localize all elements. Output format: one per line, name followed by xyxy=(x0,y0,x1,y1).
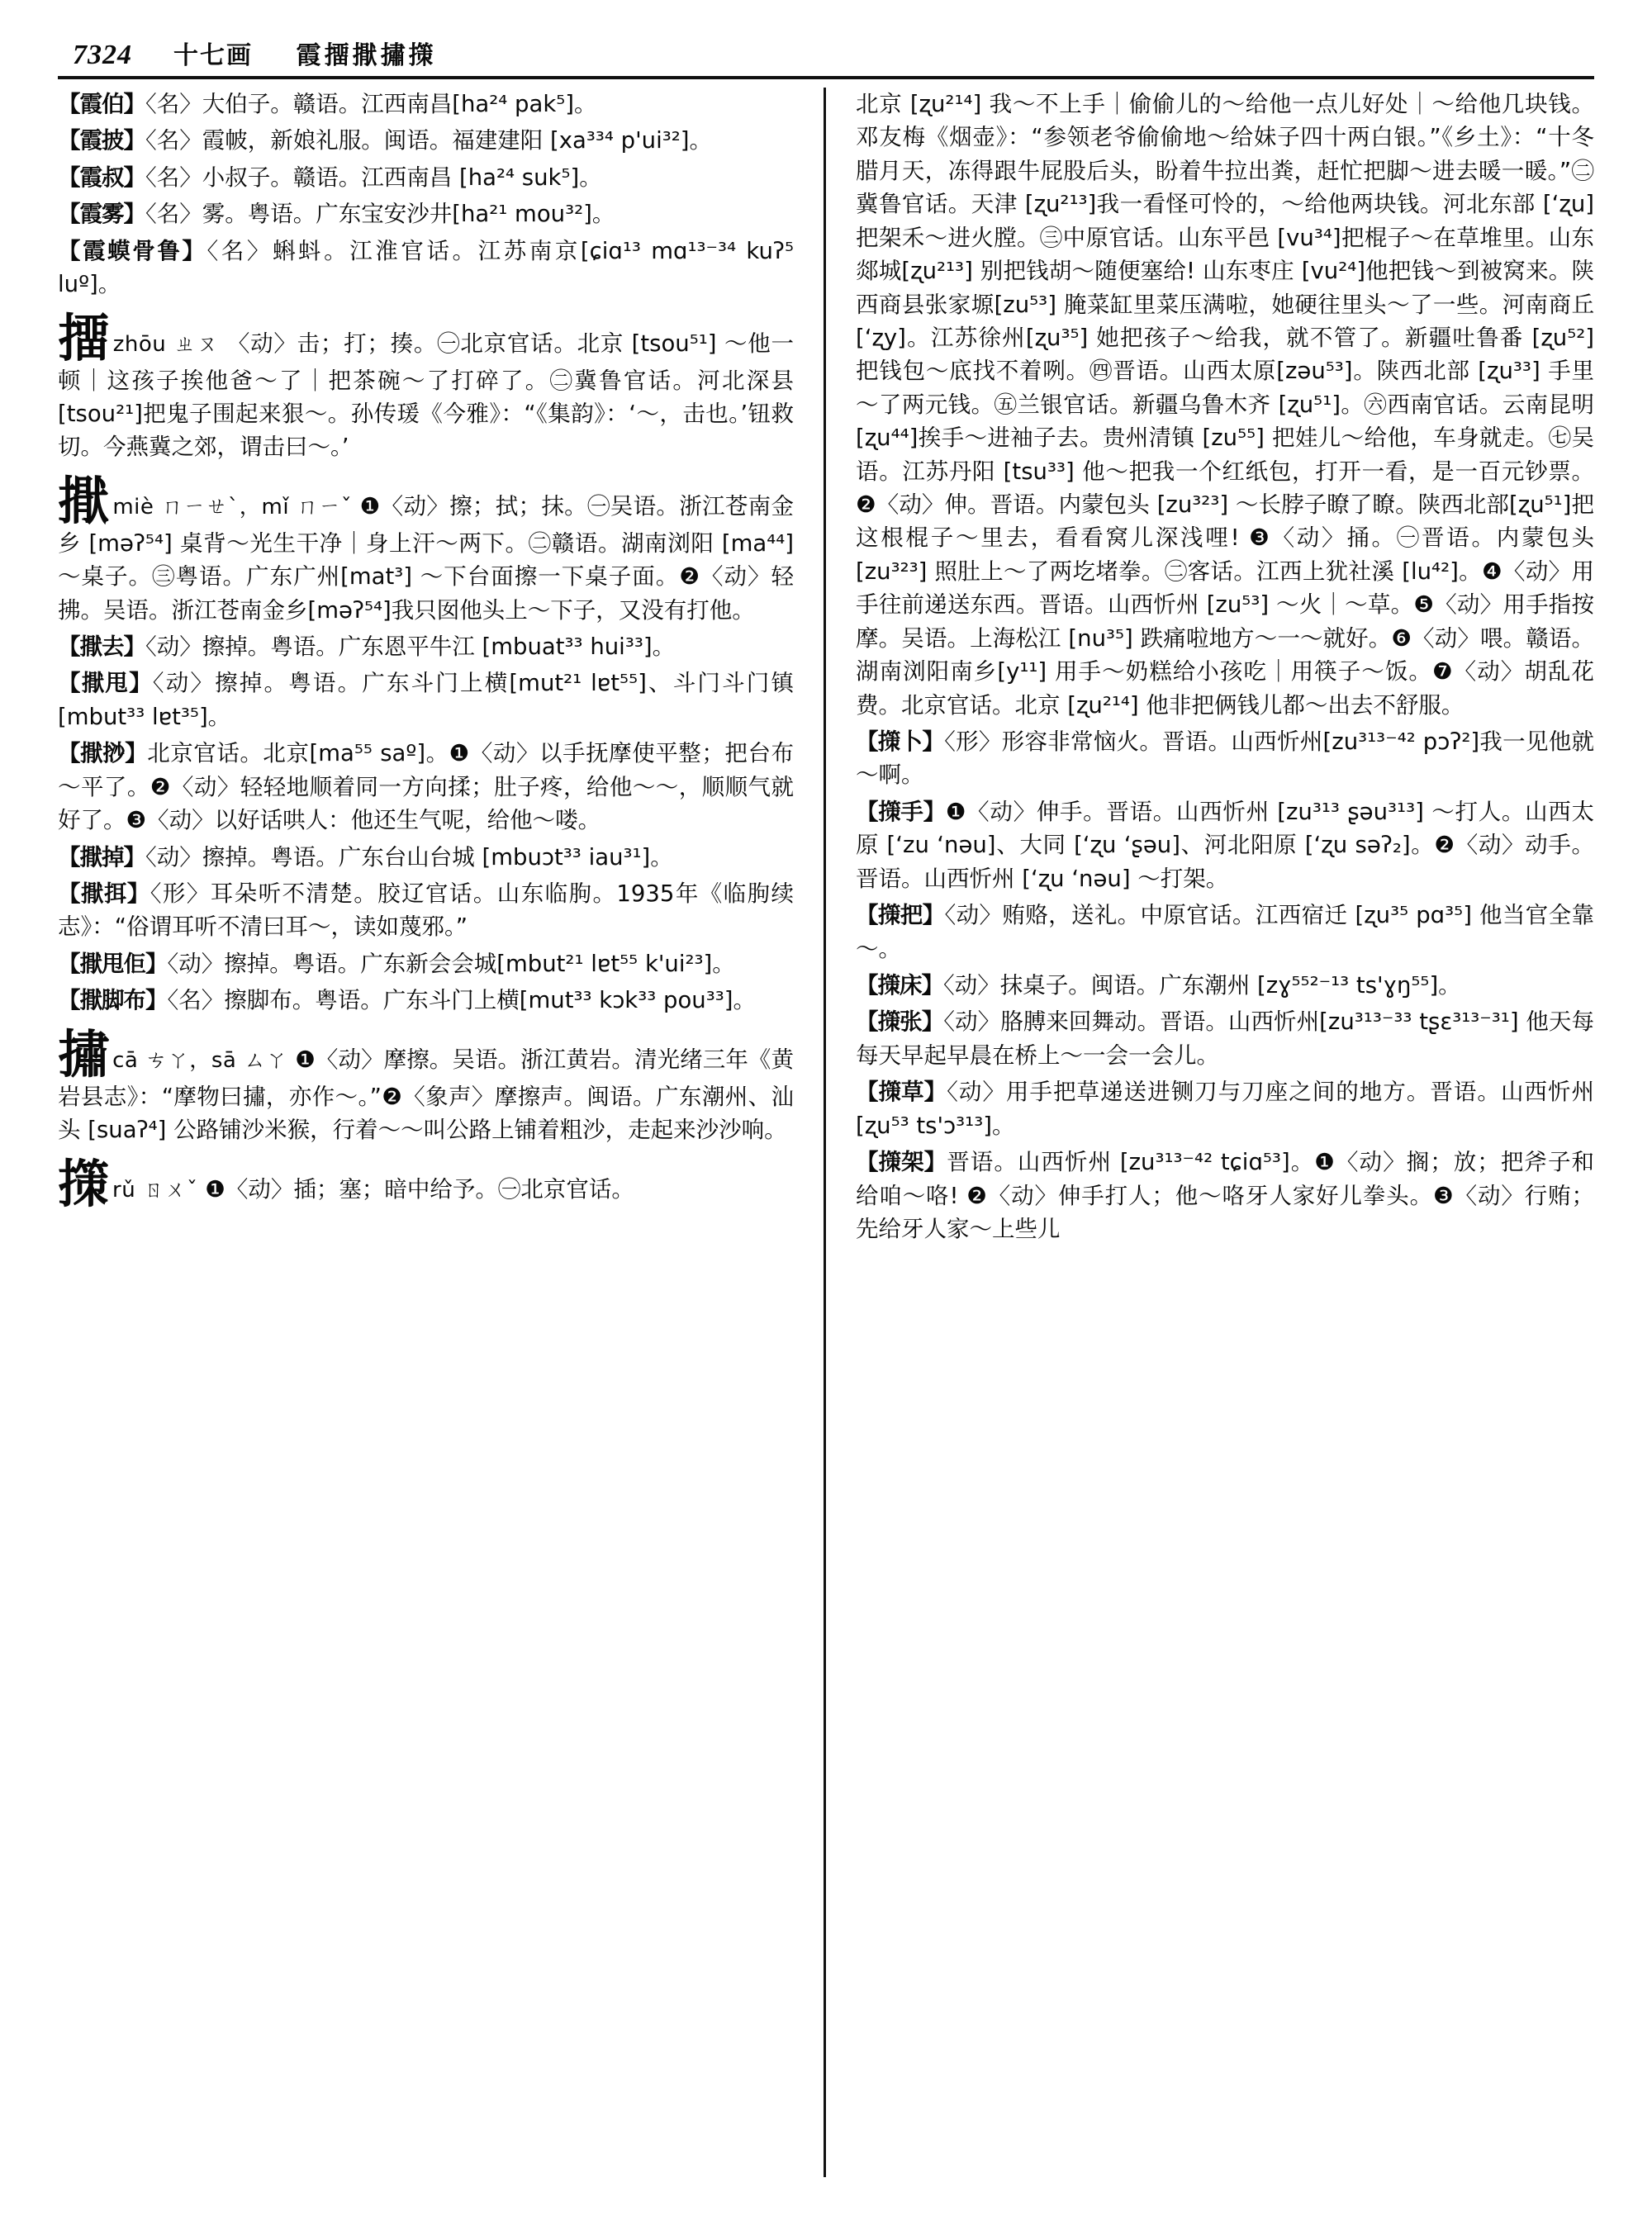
entry-headword: 【㩍张】 xyxy=(856,1008,944,1036)
running-head xyxy=(173,35,436,71)
entry-definition: 北京官话。北京[ma⁵⁵ saº]。❶〈动〉以手抚摩使平整；把台布～平了。❷〈动〉轻轻地顺着同一方向揉；肚子疼，给他～～，顺顺气就好了。❸〈动〉以好话哄人：他还生气呢，给他～喽。 xyxy=(58,740,794,834)
entry-definition: ❶〈动〉擦；拭；抹。㊀吴语。浙江苍南金乡 [məʔ⁵⁴] 桌背～光生干净｜身上汗～两下。㊁赣语。湖南浏阳 [ma⁴⁴] ～桌子。㊂粤语。广东广州[mat³] ～下台面擦一下桌子面。❷〈动〉轻拂。吴语。浙江苍南金乡[məʔ⁵⁴]我只囡他头上～下子，又没有打他。 xyxy=(58,492,794,624)
dictionary-entry xyxy=(856,88,1594,722)
dictionary-entry xyxy=(856,1146,1594,1245)
entry-definition: ❶〈动〉插；塞；暗中给予。㊀北京官话。 xyxy=(205,1175,634,1203)
head-character: 㩅 xyxy=(58,307,110,368)
dictionary-entry xyxy=(58,161,794,194)
entry-headword: 【霞伯】 xyxy=(58,91,145,117)
dictionary-head-entry xyxy=(58,1023,794,1147)
dictionary-entry xyxy=(58,877,794,944)
page-header xyxy=(58,23,1594,71)
entry-headword: 【㩍手】 xyxy=(856,798,946,825)
dictionary-entry xyxy=(58,737,794,837)
entry-definition: 〈形〉耳朵听不清楚。胶辽官话。山东临朐。1935年《临朐续志》：“俗谓耳听不清曰耳～，读如蔑邪。” xyxy=(58,880,795,941)
pronunciation-label: miè ㄇㄧㄝˋ，mǐ ㄇㄧˇ xyxy=(112,494,353,520)
entry-headword: 【㩎甩佢】 xyxy=(58,950,168,977)
dictionary-entry xyxy=(58,630,794,663)
dictionary-entry xyxy=(856,795,1594,895)
dictionary-entry xyxy=(58,197,794,230)
entry-definition: 〈名〉大伯子。赣语。江西南昌[ha²⁴ pak⁵]。 xyxy=(145,91,597,117)
dictionary-entry xyxy=(856,969,1594,1002)
dictionary-head-entry xyxy=(58,1153,794,1214)
entry-definition: 〈名〉霞帔，新娘礼服。闽语。福建建阳 [xa³³⁴ p'ui³²]。 xyxy=(145,127,713,154)
dictionary-entry xyxy=(58,235,794,301)
entry-definition: ❶〈动〉伸手。晋语。山西忻州 [zu³¹³ ʂəu³¹³] ～打人。山西太原 [ʻzu ʻnəu]、大同 [ʻʐu ʻʂəu]、河北阳原 [ʻʐu səʔ₂]。❷〈动〉动手。晋语。山西忻州 [ʻʐu ʻnəu] ～打架。 xyxy=(856,798,1594,892)
entry-headword: 【㩍把】 xyxy=(856,902,945,929)
dictionary-entry xyxy=(856,899,1594,966)
folio-number: 7324 xyxy=(73,40,132,70)
entry-definition: 〈名〉雾。粤语。广东宝安沙井[ha²¹ mou³²]。 xyxy=(145,201,615,228)
entry-definition: 北京 [ʐu²¹⁴] 我～不上手｜偷偷儿的～给他一点儿好处｜～给他几块钱。邓友梅《烟壶》：“参领老爷偷偷地～给妹子四十两白银。”《乡土》：“十冬腊月天，冻得跟牛屁股后头，盼着牛拉出粪，赶忙把脚～进去暖一暖。”㊁冀鲁官话。天津 [ʐu²¹³]我一看怪可怜的，～给他两块钱。河北东部 [ʻʐu] 把架禾～进火膛。㊂中原官话。山东平邑 [vu³⁴]把棍子～在草堆里。山东郯城[ʐu²¹³] 别把钱胡～随便塞给! 山东枣庄 [vu²⁴]他把钱～到被窝来。陕西商县张家塬[zu⁵³] 腌菜缸里菜压满啦，她硬往里头～了一些。河南商丘 [ʻʐy]。江苏徐州[ʐu³⁵] 她把孩子～给我，就不管了。新疆吐鲁番 [ʐu⁵²] 把钱包～底找不着咧。㊃晋语。山西太原[zəu⁵³]。陕西北部 [ʐu³³] 手里～了两元钱。㊄兰银官话。新疆乌鲁木齐 [ʐu⁵¹]。㊅西南官话。云南昆明 [ʐu⁴⁴]挨手～进袖子去。贵州清镇 [zu⁵⁵] 把娃儿～给他，车身就走。㊆吴语。江苏丹阳 [tsu³³] 他～把我一个红纸包，打开一看，是一百元钞票。❷〈动〉伸。晋语。内蒙包头 [zu³²³] ～长脖子瞭了瞭。陕西北部[ʐu⁵¹]把这根棍子～里去，看看窝儿深浅哩! ❸〈动〉捅。㊀晋语。内蒙包头 [zu³²³] 照肚上～了两圪堵拳。㊁客话。江西上犹社溪 [lu⁴²]。❹〈动〉用手往前递送东西。晋语。山西忻州 [zu⁵³] ～火｜～草。❺〈动〉用手指按摩。吴语。上海松江 [nu³⁵] 跌痛啦地方～一～就好。❻〈动〉喂。赣语。湖南浏阳南乡[y¹¹] 用手～奶糕给小孩吃｜用筷子～饭。❼〈动〉胡乱花费。北京官话。北京 [ʐu²¹⁴] 他非把俩钱儿都～出去不舒服。 xyxy=(856,91,1594,719)
entry-headword: 【㩎掉】 xyxy=(58,843,145,871)
entry-headword: 【㩎挱】 xyxy=(58,740,148,767)
entry-definition: 〈动〉擦掉。粤语。广东斗门上横[mut²¹ lɐt⁵⁵]、斗门斗门镇 [mbut³³ lɐt³⁵]。 xyxy=(58,670,794,730)
entry-definition: 〈动〉擦掉。粤语。广东台山台城 [mbuɔt³³ iau³¹]。 xyxy=(145,843,673,871)
dictionary-entry xyxy=(856,725,1594,792)
entry-headword: 【㩍草】 xyxy=(856,1079,947,1106)
entry-headword: 【霞披】 xyxy=(58,127,145,154)
entry-headword: 【㩍架】 xyxy=(856,1149,947,1176)
head-character: 㩍 xyxy=(58,1153,110,1214)
dictionary-head-entry xyxy=(58,470,794,627)
entry-definition: 〈名〉小叔子。赣语。江西南昌 [ha²⁴ suk⁵]。 xyxy=(145,164,602,191)
running-head-stroke: 十七画 xyxy=(173,41,253,70)
entry-headword: 【霞蟆骨鲁】 xyxy=(58,237,207,264)
entry-definition: 〈动〉擦掉。粤语。广东恩平牛江 [mbuat³³ hui³³]。 xyxy=(145,633,676,661)
dictionary-entry xyxy=(58,984,794,1017)
entry-definition: ❶〈动〉摩擦。吴语。浙江黄岩。清光绪三年《黄岩县志》：“摩物曰㩋，亦作～。”❷〈象声〉摩擦声。闽语。广东潮州、汕头 [suaʔ⁴] 公路铺沙米猴，行着～～叫公路上铺着粗沙，走起来沙沙响。 xyxy=(58,1046,794,1144)
right-column xyxy=(826,88,1594,2177)
entry-headword: 【㩎甩】 xyxy=(58,670,153,697)
dictionary-entry xyxy=(58,947,794,980)
entry-definition: 〈动〉用手把草递送进铡刀与刀座之间的地方。晋语。山西忻州 [ʐu⁵³ ts'ɔ³¹³]。 xyxy=(856,1079,1595,1139)
header-rule xyxy=(58,76,1594,79)
entry-definition: 〈动〉胳膊来回舞动。晋语。山西忻州[zu³¹³⁻³³ tʂɛ³¹³⁻³¹] 他天每每天早起早晨在桥上～一会一会儿。 xyxy=(856,1008,1594,1069)
entry-definition: 〈动〉击；打；揍。㊀北京官话。北京 [tsou⁵¹] ～他一顿｜这孩子挨他爸～了｜把茶碗～了打碎了。㊁冀鲁官话。河北深县 [tsou²¹]把鬼子围起来狠～。孙传瑗《今雅》：“《集韵》：‘～，击也。’钮救切。今燕冀之郊，谓击曰～。’ xyxy=(58,330,794,461)
entry-headword: 【霞雾】 xyxy=(58,201,145,228)
entry-headword: 【㩎去】 xyxy=(58,633,145,661)
dictionary-entry xyxy=(856,1005,1594,1072)
entry-headword: 【㩎挕】 xyxy=(58,880,150,908)
entry-definition: 〈动〉擦掉。粤语。广东新会会城[mbut²¹ lɐt⁵⁵ k'ui²³]。 xyxy=(167,950,735,977)
dictionary-entry xyxy=(856,1075,1594,1142)
dictionary-entry xyxy=(58,88,794,121)
left-column xyxy=(58,88,826,2177)
head-character: 㩎 xyxy=(58,470,110,531)
dictionary-head-entry xyxy=(58,307,794,464)
pronunciation-label: cā ㄘㄚ，sā ㄙㄚ xyxy=(112,1047,288,1073)
entry-headword: 【㩍床】 xyxy=(856,971,943,999)
entry-headword: 【㩎脚布】 xyxy=(58,987,168,1014)
two-column-body xyxy=(58,88,1594,2177)
pronunciation-label: zhōu ㄓㄡ xyxy=(112,331,220,357)
entry-headword: 【㩍卜】 xyxy=(856,728,945,756)
dictionary-entry xyxy=(58,667,794,733)
entry-definition: 〈动〉贿赂，送礼。中原官话。江西宿迁 [ʐu³⁵ pɑ³⁵] 他当官全靠～。 xyxy=(856,902,1595,962)
head-character: 㩋 xyxy=(58,1023,110,1084)
entry-definition: 〈名〉擦脚布。粤语。广东斗门上横[mut³³ kɔk³³ pou³³]。 xyxy=(167,987,757,1014)
dictionary-entry xyxy=(58,841,794,874)
entry-definition: 〈名〉蝌蚪。江淮官话。江苏南京[ɕiɑ¹³ mɑ¹³⁻³⁴ kuʔ⁵ luº]。 xyxy=(58,237,794,298)
dictionary-entry xyxy=(58,124,794,157)
entry-definition: 〈动〉抹桌子。闽语。广东潮州 [zɣ⁵⁵²⁻¹³ ts'ɣŋ⁵⁵]。 xyxy=(943,971,1461,999)
entry-headword: 【霞叔】 xyxy=(58,164,145,191)
entry-definition: 晋语。山西忻州 [zu³¹³⁻⁴² tɕiɑ⁵³]。❶〈动〉搁；放；把斧子和给咱～咯! ❷〈动〉伸手打人；他～咯牙人家好儿拳头。❸〈动〉行贿；先给牙人家～上些儿 xyxy=(856,1149,1595,1242)
entry-definition: 〈形〉形容非常恼火。晋语。山西忻州[zu³¹³⁻⁴² pɔʔ²]我一见他就～啊。 xyxy=(856,728,1594,789)
running-head-chars: 霞㩅㩎㩋㩍 xyxy=(296,41,437,70)
pronunciation-label: rǔ ㄖㄨˇ xyxy=(112,1177,198,1203)
